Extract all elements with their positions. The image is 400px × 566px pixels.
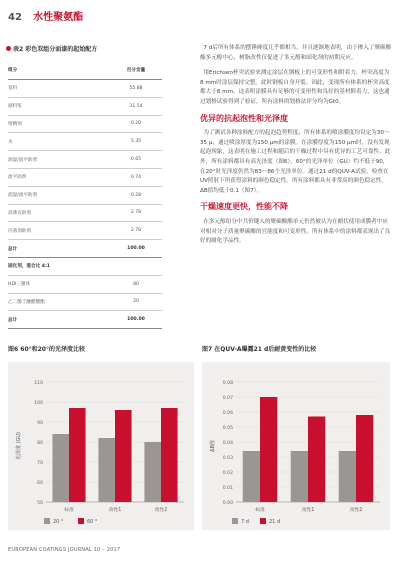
x-tick-label: 改性2 — [154, 508, 168, 513]
legend-label-60: 60 ° — [87, 519, 98, 525]
col-header-component: 组分 — [8, 61, 110, 80]
table-row: 高沸点助剂 2.78 — [8, 204, 162, 222]
bullet-icon — [6, 46, 11, 51]
y-tick-label: 0.01 — [222, 485, 233, 491]
x-tick-label: 标准 — [64, 508, 74, 513]
y-tick-label: 0.05 — [222, 425, 233, 431]
bar — [243, 451, 260, 502]
bar — [98, 438, 115, 502]
bar — [291, 451, 308, 502]
y-tick-label: 110 — [34, 380, 43, 386]
footer: EUROPEAN COATINGS JOURNAL 10 – 2017 — [8, 547, 121, 553]
y-tick-label: 0.06 — [222, 410, 233, 416]
table-section — [6, 44, 194, 329]
bar — [115, 410, 132, 502]
y-tick-label: 90 — [37, 420, 43, 426]
legend-label-21d: 21 d — [269, 519, 281, 525]
figure6-chart — [8, 362, 194, 530]
figure7-caption: 图7 在QUV-A曝露21 d后耐黄变性的比较 — [202, 346, 317, 353]
table-subheader-row: 固化剂，混合比 4:1 — [8, 257, 162, 275]
bar — [339, 451, 356, 502]
legend-swatch-60 — [78, 518, 84, 524]
y-tick-label: 80 — [37, 440, 43, 446]
table-row: 水 5.35 — [8, 133, 162, 151]
legend-swatch-7d — [232, 518, 238, 524]
legend-label-7d: 7 d — [241, 519, 249, 525]
table-row: 润湿/流平助剂 0.28 — [8, 186, 162, 204]
table-row: 闪蒸剂助剂 2.78 — [8, 222, 162, 240]
table-row: HDI三聚体 80 — [8, 275, 162, 293]
table-row: 润湿/流平助剂 0.65 — [8, 151, 162, 169]
x-tick-label: 改性2 — [349, 508, 363, 513]
bar — [161, 408, 178, 502]
y-tick-label: 50 — [37, 500, 43, 506]
y-tick-label: 0.00 — [222, 500, 233, 506]
table-row: 流平助剂 0.74 — [8, 168, 162, 186]
y-tick-label: 60 — [37, 480, 43, 486]
bar — [260, 397, 277, 502]
x-tick-label: 标准 — [255, 508, 265, 513]
paragraph: 为了测试各种涂料配方的起泡趋势程度，所有体系的喷涂膜度均设定为30～35 μ，通过喷涂厚度为150 μm的涂膜。在涂膜厚度为150 μm时，没有发现起泡现象，这表明在施工过程和随后的干燥过程中具有优异的工艺可靠性。此外，所有涂料都具有高光泽度（图6），60°的光泽单位（GU）约不低于90，在20°时光泽度仍然为83～86个光泽单位。通过21 d的QUV-A试验，检查在UV照射下所获得涂料的颜色稳定性。所有涂料都具有非常高的颜色稳定性，ΔB值均低于0.1（图7）。 — [200, 130, 391, 194]
table-total-row: 总计 100.00 — [8, 240, 162, 258]
bar — [52, 434, 69, 502]
bar — [69, 408, 86, 502]
y-tick-label: 0.03 — [222, 455, 233, 461]
table-row: 颜料浆 31.54 — [8, 97, 162, 115]
table-row: 乙二醇丁醚醋酸酯 20 — [8, 293, 162, 311]
paragraph: 用Erichsen杯突试验来测定涂层在钢板上的可变形性和附着力，杯突高度为8 mm时涂层保持完整。此时钢板自身开裂。因此，变现所有体系的杯突高度都大于8 mm。这表明涂膜具有足够的可变形性和良好的基材附着力，这也通过划格试验得到了验证，所有涂料的划格法评分均为Gt0。 — [200, 70, 390, 105]
subheading: 干燥速度更快，性能不降 — [200, 202, 288, 212]
subheading: 优异的抗起泡性和光泽度 — [200, 113, 288, 123]
col-header-percent: 百分含量 — [110, 61, 162, 80]
table-caption: 表2 彩色双组分面漆的起始配方 — [6, 44, 194, 53]
figure7-svg — [202, 362, 390, 530]
figure6-svg — [8, 362, 194, 530]
y-axis-label: 光泽度 (GU) — [16, 431, 22, 461]
y-axis-label: ΔB值 — [210, 440, 216, 452]
body-text — [200, 44, 392, 253]
bar — [356, 415, 373, 502]
formulation-table — [8, 61, 162, 329]
paragraph: 7 d后所有体系的摆锤硬度几乎都相当，并且逐渐地表明，由于掺入了聚碳酸酯多元醇中心，树脂改性仅促进了多元醇和固化剂的初期反应。 — [200, 45, 392, 61]
table-row: 增稠剂 0.20 — [8, 115, 162, 133]
page-header — [8, 8, 83, 22]
page-number: 42 — [8, 12, 22, 23]
y-tick-label: 0.07 — [222, 395, 233, 401]
y-tick-label: 0.02 — [222, 470, 233, 476]
table-subtotal-row: 总计 100.00 — [8, 311, 162, 329]
table-row: 基料 55.88 — [8, 80, 162, 98]
legend-swatch-20 — [44, 518, 50, 524]
paragraph: 在多元醇组分中共价键入的聚碳酸酯单元仍然被认为在蜡状使用成膜者中应对相对分子质量聚碳酸的官能度和可变形性。所有体系中的涂料都表现出了良好的耐化学品性。 — [200, 218, 391, 245]
y-tick-label: 70 — [37, 460, 43, 466]
legend-swatch-21d — [260, 518, 266, 524]
x-tick-label: 改性1 — [301, 508, 315, 513]
bar — [144, 442, 161, 502]
x-tick-label: 改性1 — [108, 508, 122, 513]
y-tick-label: 0.04 — [222, 440, 233, 446]
y-tick-label: 0.08 — [222, 380, 233, 386]
bar — [308, 417, 325, 503]
section-title: 水性聚氨酯 — [33, 12, 84, 23]
figure7-chart — [202, 362, 390, 530]
y-tick-label: 100 — [34, 400, 43, 406]
figure6-caption: 图6 60°和20°的光泽度比较 — [8, 346, 85, 353]
legend-label-20: 20 ° — [53, 519, 64, 525]
table-header-row — [8, 61, 162, 80]
